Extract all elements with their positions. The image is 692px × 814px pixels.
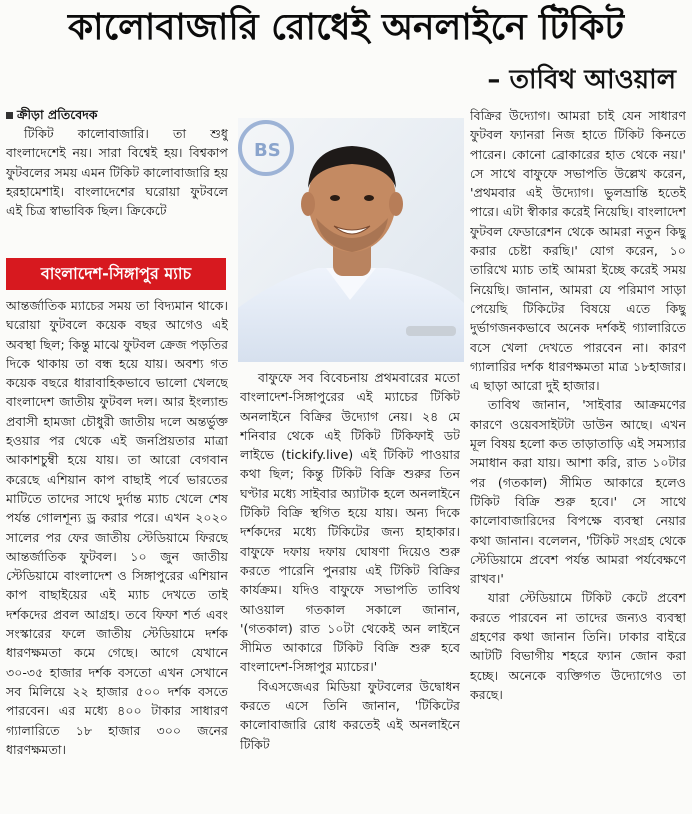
subhead-banner: বাংলাদেশ-সিঙ্গাপুর ম্যাচ [6,258,226,290]
portrait-photo [238,118,464,362]
logo-text: BS [254,140,281,161]
byline: – তাবিথ আওয়াল [487,65,676,95]
column-1-intro: টিকিট কালোবাজারি। তা শুধু বাংলাদেশেই নয়। সারা বিশ্বেই হয়। বিশ্বকাপ ফুটবলের সময় এমন টিকিট কালোবাজারি হয় হরহামেশাই। বাংলাদেশের ঘরোয়া ফুটবলে এই চিত্র স্বাভাবিক ছিল। ক্রিকেটে [6,126,228,219]
column-2-paragraph-1: বাফুফে সব বিবেচনায় প্রথমবারের মতো বাংলাদেশ-সিঙ্গাপুরের এই ম্যাচের টিকিট অনলাইনে বিক্রির উদ্যোগ নেয়। ২৪ মে শনিবার থেকে এই টিকিট টিকিফাই ডট লাইভে (tickify.live) এই টিকিট পাওয়ার কথা ছিল; কিন্তু টিকিট বিক্রি শুরুর তিন ঘণ্টার মধ্যে সাইবার অ্যাটাক হলে অনলাইনে টিকিট বিক্রি স্থগিত হয়ে যায়। অন্য দিকে দর্শকদের মধ্যে টিকিটের জন্য হাহাকার। বাফুফে দফায় দফায় ঘোষণা দিয়েও শুরু করতে পারেনি পুনরায় এই টিকিট বিক্রির কার্যক্রম। যদিও বাফুফে সভাপতি তাবিথ আওয়াল গতকাল সকালে জানান, '(গতকাল) রাত ১০টা থেকেই অন লাইনে সীমিত আকারে টিকিট বিক্রি শুরু হবে বাংলাদেশ-সিঙ্গাপুর ম্যাচের।' [240,370,460,675]
reporter-credit [6,106,228,124]
column-1-body-wrap [6,296,228,759]
reporter-label: ক্রীড়া প্রতিবেদক [17,107,98,122]
column-2-paragraph-2: বিএসজেএর মিডিয়া ফুটবলের উদ্বোধন করতে এসে তিনি জানান, 'টিকিটের কালোবাজারি রোধ করতেই এই অনলাইনে টিকিট [240,678,460,752]
column-1-body: আন্তর্জাতিক ম্যাচের সময় তা বিদ্যমান থাকে। ঘরোয়া ফুটবলে কয়েক বছর আগেও এই অবস্থা ছিল; কিন্তু মাঝে ফুটবল ক্রেজ পড়তির দিকে থাকায় তা বন্ধ হয়ে যায়। অবশ্য গত কয়েক বছরে ধারাবাহিকভাবে ভালো খেলছে বাংলাদেশ জাতীয় ফুটবল দল। আর ইংল্যান্ড প্রবাসী হামজা চৌধুরী জাতীয় দলে অন্তর্ভুক্ত হওয়ার পর থেকে এই জনপ্রিয়তার মাত্রা আকাশচুম্বী হয়ে যায়। তা আরো বেগবান করেছে এশিয়ান কাপ বাছাই পর্বে ভারতের মাটিতে তাদের সাথে দুর্দান্ত ম্যাচ খেলে শেষ পর্যন্ত গোলশূন্য ড্র করার পরে। এখন ২০২০ সালের পর ফের জাতীয় স্টেডিয়ামে ফিরছে আন্তর্জাতিক ফুটবল। ১০ জুন জাতীয় স্টেডিয়ামে বাংলাদেশ ও সিঙ্গাপুরের এশিয়ান কাপ বাছাইয়ের এই ম্যাচ দেখতে তাই দর্শকদের প্রবল আগ্রহ। তবে ফিফা শর্ত এবং সংস্কারের ফলে জাতীয় স্টেডিয়ামে দর্শক ধারণক্ষমতা কমে গেছে। আগে যেখানে ৩০-৩৫ হাজার দর্শক বসতো এখন সেখানে সব মিলিয়ে ২২ হাজার ৫০০ দর্শক বসতে পারবেন। এর মধ্যে ৪০০ টাকার সাধারণ গ্যালারিতে ১৮ হাজার ৩০০ জনের ধারণক্ষমতা। [6,298,228,757]
column-3-paragraph-2: তাবিথ জানান, 'সাইবার আক্রমণের কারণে ওয়েবসাইটটা ডাউন আছে। এখন মূল বিষয় হলো কত তাড়াতাড়ি এই সমস্যার সমাধান করা যায়। আশা করি, রাত ১০টার পর (গতকাল) সীমিত আকারে হলেও টিকিট বিক্রি শুরু হবে।' সে সাথে কালোবাজারিদের বিপক্ষে ব্যবস্থা নেয়ার কথা জানান। বলেলন, 'টিকিট সংগ্রহ থেকে স্টেডিয়ামে প্রবেশ পর্যন্ত আমরা পর্যবেক্ষণে রাখব।' [470,397,686,587]
column-2 [240,368,460,754]
portrait-illustration [238,118,464,362]
column-3 [470,106,686,704]
column-3-paragraph-3: যারা স্টেডিয়ামে টিকিট কেটে প্রবেশ করতে পারবেন না তাদের জন্যও ব্যবস্থা গ্রহণের কথা জানান তিনি। ঢাকার বাইরে আটটি বিভাগীয় শহরে ফ্যান জোন করা হচ্ছে। অনেকে ব্যক্তিগত উদ্যোগেও তা করছে। [470,590,686,702]
bullet-square-icon [6,112,13,119]
column-3-paragraph-1: বিক্রির উদ্যোগ। আমরা চাই যেন সাধারণ ফুটবল ফ্যানরা নিজ হাতে টিকিট কিনতে পারেন। কোনো ব্রোকারের হাত থেকে নয়।' সে সাথে বাফুফে সভাপতি উল্লেখ করেন, 'প্রথমবার এই উদ্যোগ। ভুলভ্রান্তি হতেই পারে। এটা স্বীকার করেই নিয়েছি। বাংলাদেশ ফুটবল ফেডারেশন থেকে আমরা নতুন কিছু করার চেষ্টা করছি।' যোগ করেন, ১০ তারিখে ম্যাচ তাই আমরা ইচ্ছে করেই সময় নিয়েছি। জানান, আমরা যে পরিমাণ সাড়া পেয়েছি টিকিটের বিষয়ে এতে কিছু দুর্ভাগজনকভাবে অনেক দর্শকই গ্যালারিতে বসে খেলা দেখতে পারবেন না। কারণ গ্যালারির দর্শক ধারণক্ষমতা মাত্র ১৮হাজার। এ ছাড়া আরো দুই হাজার। [470,108,686,394]
headline: কালোবাজারি রোধেই অনলাইনে টিকিট [67,7,625,48]
column-1 [6,106,228,220]
